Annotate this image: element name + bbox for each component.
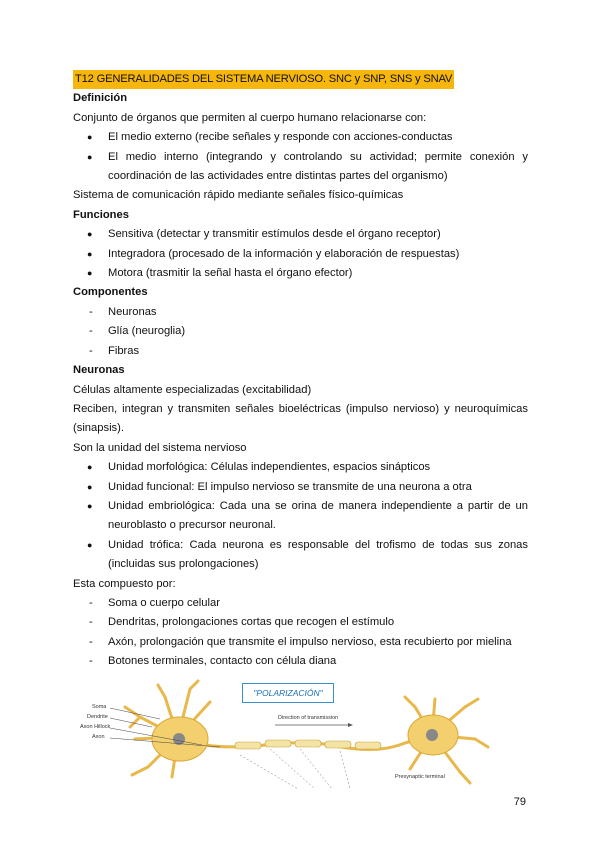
document-title-line xyxy=(73,70,528,89)
heading-neuronas: Neuronas xyxy=(73,364,125,377)
list-item: ● Sensitiva (detectar y transmitir estímulos desde el órgano receptor) xyxy=(73,225,528,244)
label-axon-hillock: Axon Hillock xyxy=(80,724,111,730)
definicion-outro: Sistema de comunicación rápido mediante señales físico-químicas xyxy=(73,189,404,202)
right-nucleus xyxy=(426,729,438,741)
definicion-intro: Conjunto de órganos que permiten al cuerpo humano relacionarse con: xyxy=(73,111,427,124)
neuronas-p4: Esta compuesto por: xyxy=(73,577,176,590)
funciones-list xyxy=(73,225,528,283)
list-item: - Dendritas, prolongaciones cortas que recogen el estímulo xyxy=(73,613,528,632)
list-item: ● Integradora (procesado de la información y elaboración de respuestas) xyxy=(73,245,528,264)
neuronas-p3: Son la unidad del sistema nervioso xyxy=(73,441,247,454)
heading-funciones: Funciones xyxy=(73,208,129,221)
list-item: ● Unidad embriológica: Cada una se orina de manera independiente a partir de un neuroblasto o precursor neuronal. xyxy=(73,497,528,536)
neuronas-parts-list xyxy=(73,594,528,672)
heading-definicion: Definición xyxy=(73,92,128,105)
list-item: - Neuronas xyxy=(73,303,528,322)
list-item: ● El medio interno (integrando y controlando su actividad; permite conexión y coordinación de las actividades entre distintas partes del organismo) xyxy=(73,148,528,187)
list-item: - Fibras xyxy=(73,342,528,361)
componentes-list xyxy=(73,303,528,361)
neuronas-p1: Células altamente especializadas (excitabilidad) xyxy=(73,383,312,396)
page-number: 79 xyxy=(513,796,526,808)
list-item: ● Motora (trasmitir la señal hasta el órgano efector) xyxy=(73,264,528,283)
label-soma: Soma xyxy=(92,704,107,710)
label-axon: Axon xyxy=(92,734,105,740)
label-dendrite: Dendrite xyxy=(87,714,108,720)
list-item: ● Unidad morfológica: Células independientes, espacios sinápticos xyxy=(73,458,528,477)
definicion-list xyxy=(73,128,528,186)
list-item: - Glía (neuroglia) xyxy=(73,322,528,341)
heading-componentes: Componentes xyxy=(73,286,148,299)
neuron-figure xyxy=(70,677,530,792)
list-item: ● Unidad trófica: Cada neurona es responsable del trofismo de todas sus zonas (incluidas sus prolongaciones) xyxy=(73,536,528,575)
neuronas-p2: Reciben, integran y transmiten señales bioeléctricas (impulso nervioso) y neuroquímicas (sinapsis). xyxy=(73,402,528,435)
label-direction: Direction of transmission xyxy=(278,715,339,721)
list-item: - Botones terminales, contacto con célula diana xyxy=(73,652,528,671)
list-item: - Axón, prolongación que transmite el impulso nervioso, esta recubierto por mielina xyxy=(73,633,528,652)
label-terminal: Presynaptic terminal xyxy=(395,774,445,780)
polarization-badge: "POLARIZACIÓN" xyxy=(242,683,334,703)
document-title: T12 GENERALIDADES DEL SISTEMA NERVIOSO. SNC y SNP, SNS y SNAV xyxy=(73,70,454,89)
list-item: ● El medio externo (recibe señales y responde con acciones-conductas xyxy=(73,128,528,147)
document-page xyxy=(73,70,528,672)
list-item: ● Unidad funcional: El impulso nervioso se transmite de una neurona a otra xyxy=(73,478,528,497)
list-item: - Soma o cuerpo celular xyxy=(73,594,528,613)
neuronas-list xyxy=(73,458,528,574)
